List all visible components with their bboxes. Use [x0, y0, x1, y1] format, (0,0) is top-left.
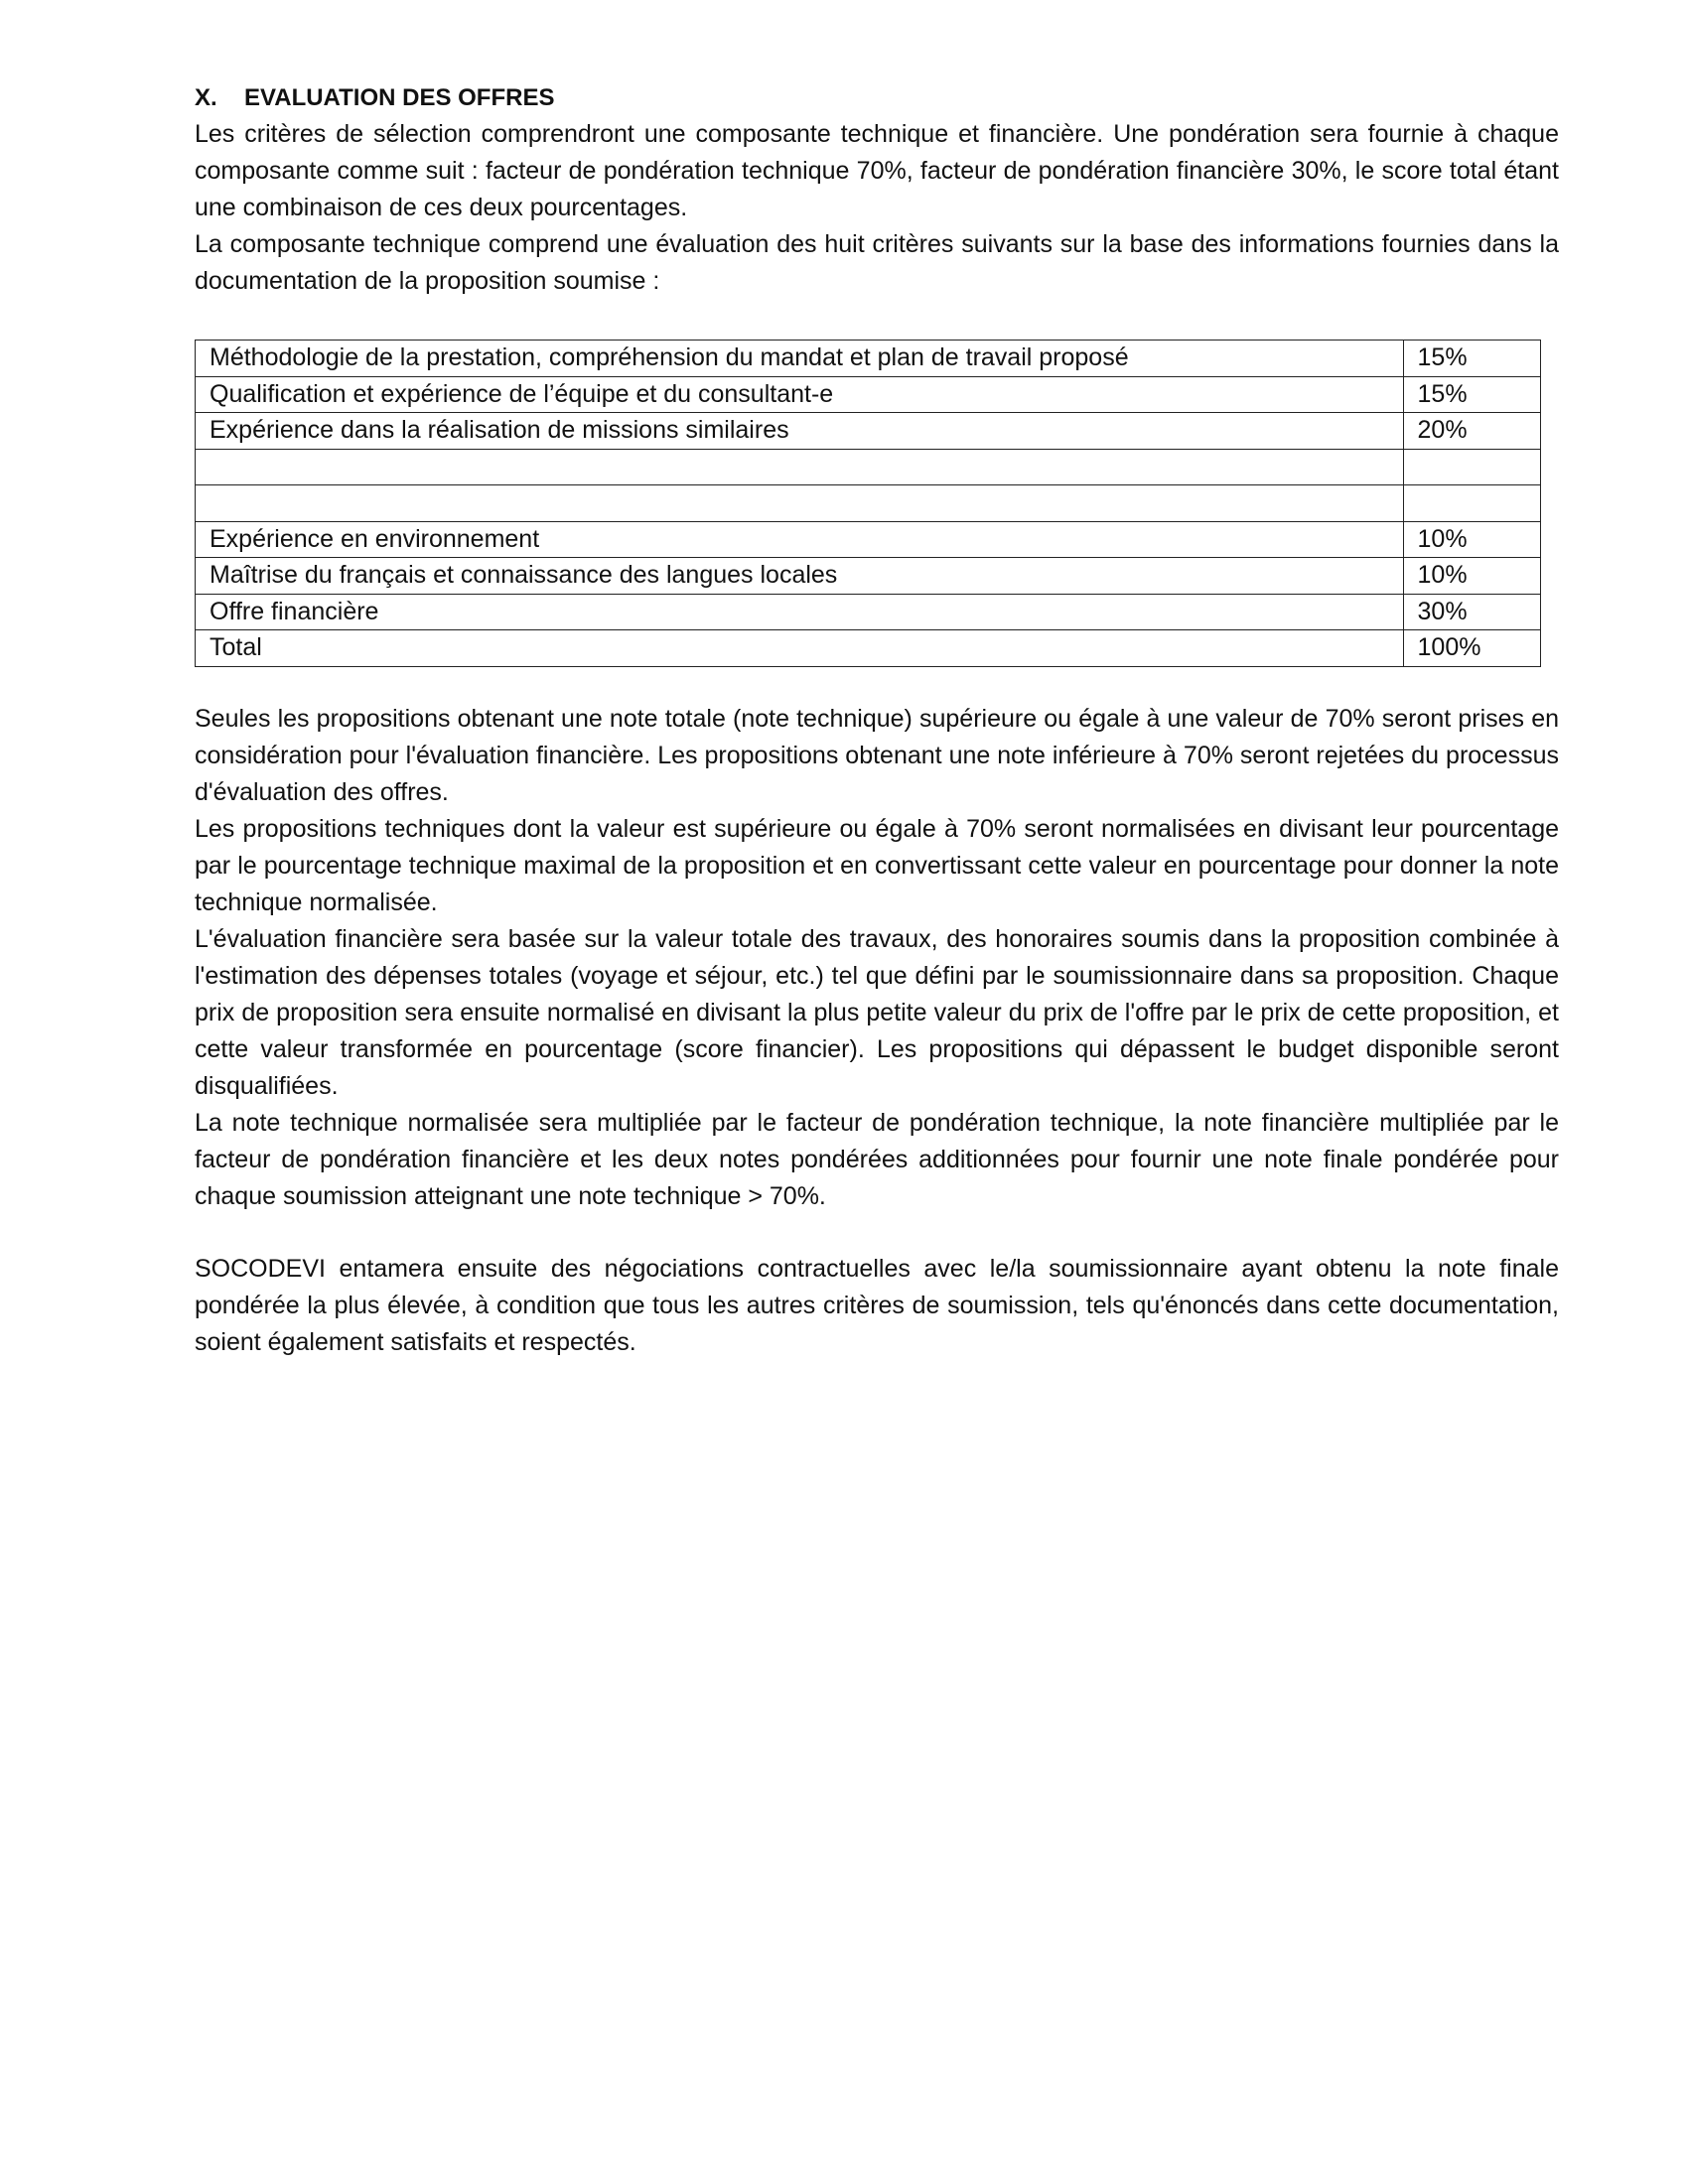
document-page — [195, 79, 1559, 1361]
spacer — [195, 300, 1559, 340]
criterion-weight: 10% — [1403, 521, 1540, 558]
table-row-total — [196, 630, 1541, 667]
criterion-weight: 15% — [1403, 376, 1540, 413]
spacer — [195, 667, 1559, 701]
criterion-label: Méthodologie de la prestation, compréhension du mandat et plan de travail proposé — [196, 341, 1404, 377]
criterion-label: Total — [196, 630, 1404, 667]
table-row — [196, 376, 1541, 413]
table-row — [196, 413, 1541, 450]
criterion-weight: 20% — [1403, 413, 1540, 450]
table-row — [196, 449, 1541, 485]
body-paragraph: Seules les propositions obtenant une note totale (note technique) supérieure ou égale à une valeur de 70% seront prises en considération pour l'évaluation financière. Les propositions obtenant une note inférieure à 70% seront rejetées du processus d'évaluation des offres. — [195, 704, 1559, 806]
table-row — [196, 594, 1541, 630]
criterion-label — [196, 485, 1404, 522]
body-paragraph: Les propositions techniques dont la valeur est supérieure ou égale à 70% seront normalisées en divisant leur pourcentage par le pourcentage technique maximal de la proposition et en convertissant cette valeur en pourcentage pour donner la note technique normalisée. — [195, 814, 1559, 916]
section-title: EVALUATION DES OFFRES — [244, 84, 555, 111]
table-row — [196, 521, 1541, 558]
table-row — [196, 341, 1541, 377]
table-row — [196, 485, 1541, 522]
section-heading — [195, 79, 1559, 116]
criterion-label — [196, 449, 1404, 485]
criterion-label: Qualification et expérience de l’équipe et du consultant-e — [196, 376, 1404, 413]
criteria-table — [195, 340, 1541, 667]
intro-paragraph: Les critères de sélection comprendront une composante technique et financière. Une pondération sera fournie à chaque composante comme suit : facteur de pondération technique 70%, facteur de pondération financière 30%, le score total étant une combinaison de ces deux pourcentages. — [195, 120, 1559, 221]
criterion-weight: 30% — [1403, 594, 1540, 630]
intro-paragraph: La composante technique comprend une évaluation des huit critères suivants sur la base des informations fournies dans la documentation de la proposition soumise : — [195, 230, 1559, 295]
criterion-weight: 10% — [1403, 558, 1540, 595]
body-paragraph: L'évaluation financière sera basée sur la valeur totale des travaux, des honoraires soumis dans la proposition combinée à l'estimation des dépenses totales (voyage et séjour, etc.) tel que défini par le soumissionnaire dans sa proposition. Chaque prix de proposition sera ensuite normalisé en divisant la plus petite valeur du prix de l'offre par le prix de cette proposition, et cette valeur transformée en pourcentage (score financier). Les propositions qui dépassent le budget disponible seront disqualifiées. — [195, 924, 1559, 1100]
criterion-label: Offre financière — [196, 594, 1404, 630]
body-paragraph: La note technique normalisée sera multipliée par le facteur de pondération technique, la note financière multipliée par le facteur de pondération financière et les deux notes pondérées additionnées pour fournir une note finale pondérée pour chaque soumission atteignant une note technique > 70%. — [195, 1108, 1559, 1210]
criterion-label: Expérience dans la réalisation de missions similaires — [196, 413, 1404, 450]
spacer — [195, 1215, 1559, 1251]
criterion-label: Expérience en environnement — [196, 521, 1404, 558]
criterion-weight: 100% — [1403, 630, 1540, 667]
section-number: X. — [195, 84, 217, 111]
criterion-label: Maîtrise du français et connaissance des langues locales — [196, 558, 1404, 595]
criterion-weight — [1403, 485, 1540, 522]
closing-paragraph: SOCODEVI entamera ensuite des négociations contractuelles avec le/la soumissionnaire ayant obtenu la note finale pondérée la plus élevée, à condition que tous les autres critères de soumission, tels qu'énoncés dans cette documentation, soient également satisfaits et respectés. — [195, 1254, 1559, 1356]
criterion-weight — [1403, 449, 1540, 485]
table-row — [196, 558, 1541, 595]
criterion-weight: 15% — [1403, 341, 1540, 377]
